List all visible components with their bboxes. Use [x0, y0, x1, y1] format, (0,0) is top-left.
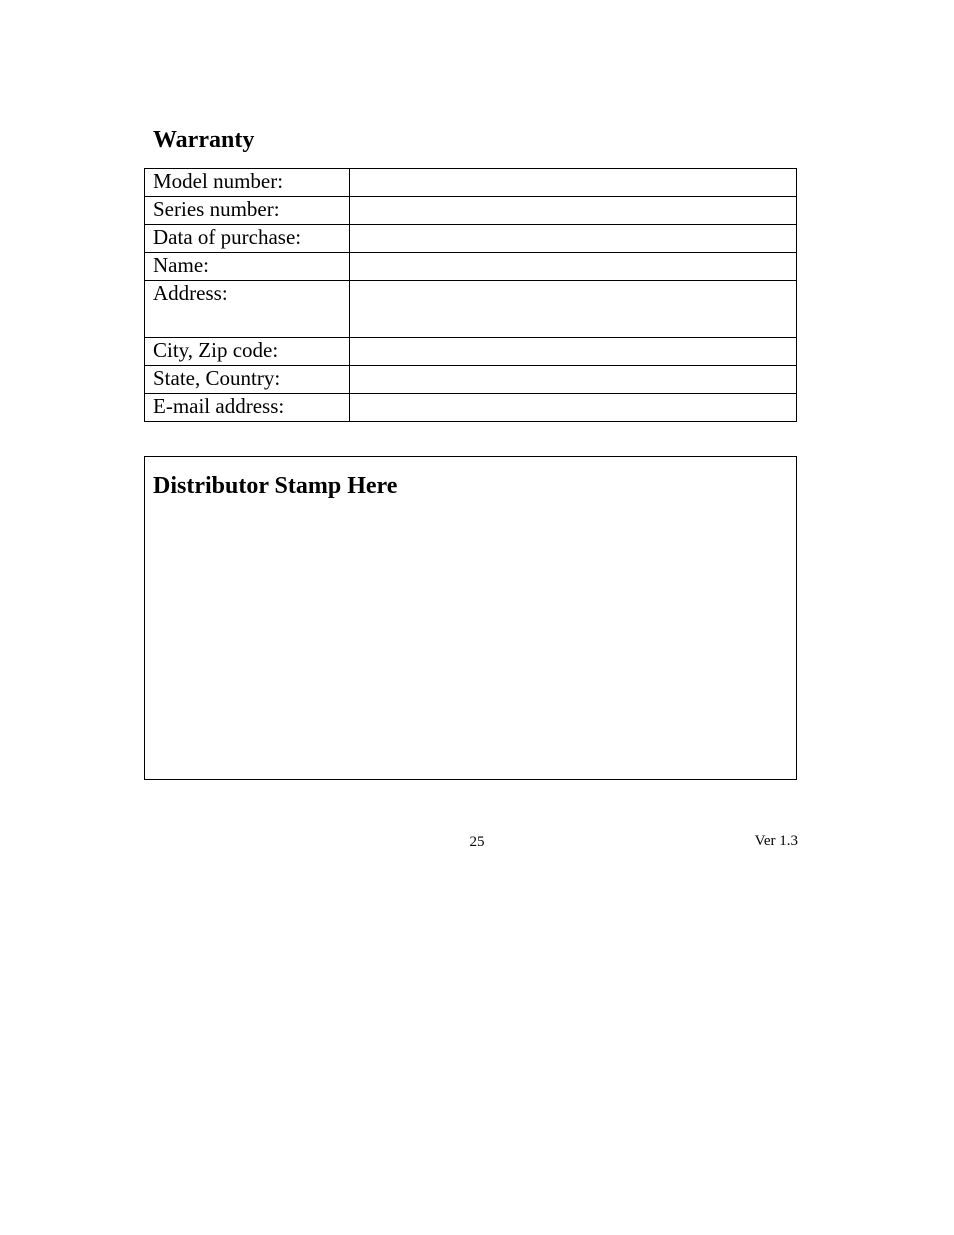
table-row — [145, 281, 797, 338]
field-value-model-number[interactable] — [350, 169, 797, 197]
stamp-title: Distributor Stamp Here — [153, 473, 398, 499]
field-value-email[interactable] — [350, 394, 797, 422]
field-label-address: Address: — [145, 281, 350, 338]
field-label-series-number: Series number: — [145, 197, 350, 225]
field-label-email: E-mail address: — [145, 394, 350, 422]
field-value-city-zip[interactable] — [350, 338, 797, 366]
page-number: 25 — [469, 834, 485, 850]
field-label-state-country: State, Country: — [145, 366, 350, 394]
table-row — [145, 338, 797, 366]
field-label-date-of-purchase: Data of purchase: — [145, 225, 350, 253]
table-row — [145, 366, 797, 394]
field-value-address[interactable] — [350, 281, 797, 338]
warranty-form-table — [144, 168, 797, 422]
field-value-state-country[interactable] — [350, 366, 797, 394]
field-label-city-zip: City, Zip code: — [145, 338, 350, 366]
field-value-series-number[interactable] — [350, 197, 797, 225]
table-row — [145, 253, 797, 281]
field-label-name: Name: — [145, 253, 350, 281]
distributor-stamp-box — [144, 456, 797, 780]
table-row — [145, 197, 797, 225]
field-value-date-of-purchase[interactable] — [350, 225, 797, 253]
table-row — [145, 169, 797, 197]
table-row — [145, 225, 797, 253]
field-label-model-number: Model number: — [145, 169, 350, 197]
field-value-name[interactable] — [350, 253, 797, 281]
page-title: Warranty — [153, 127, 255, 153]
version-label: Ver 1.3 — [754, 833, 798, 849]
table-row — [145, 394, 797, 422]
